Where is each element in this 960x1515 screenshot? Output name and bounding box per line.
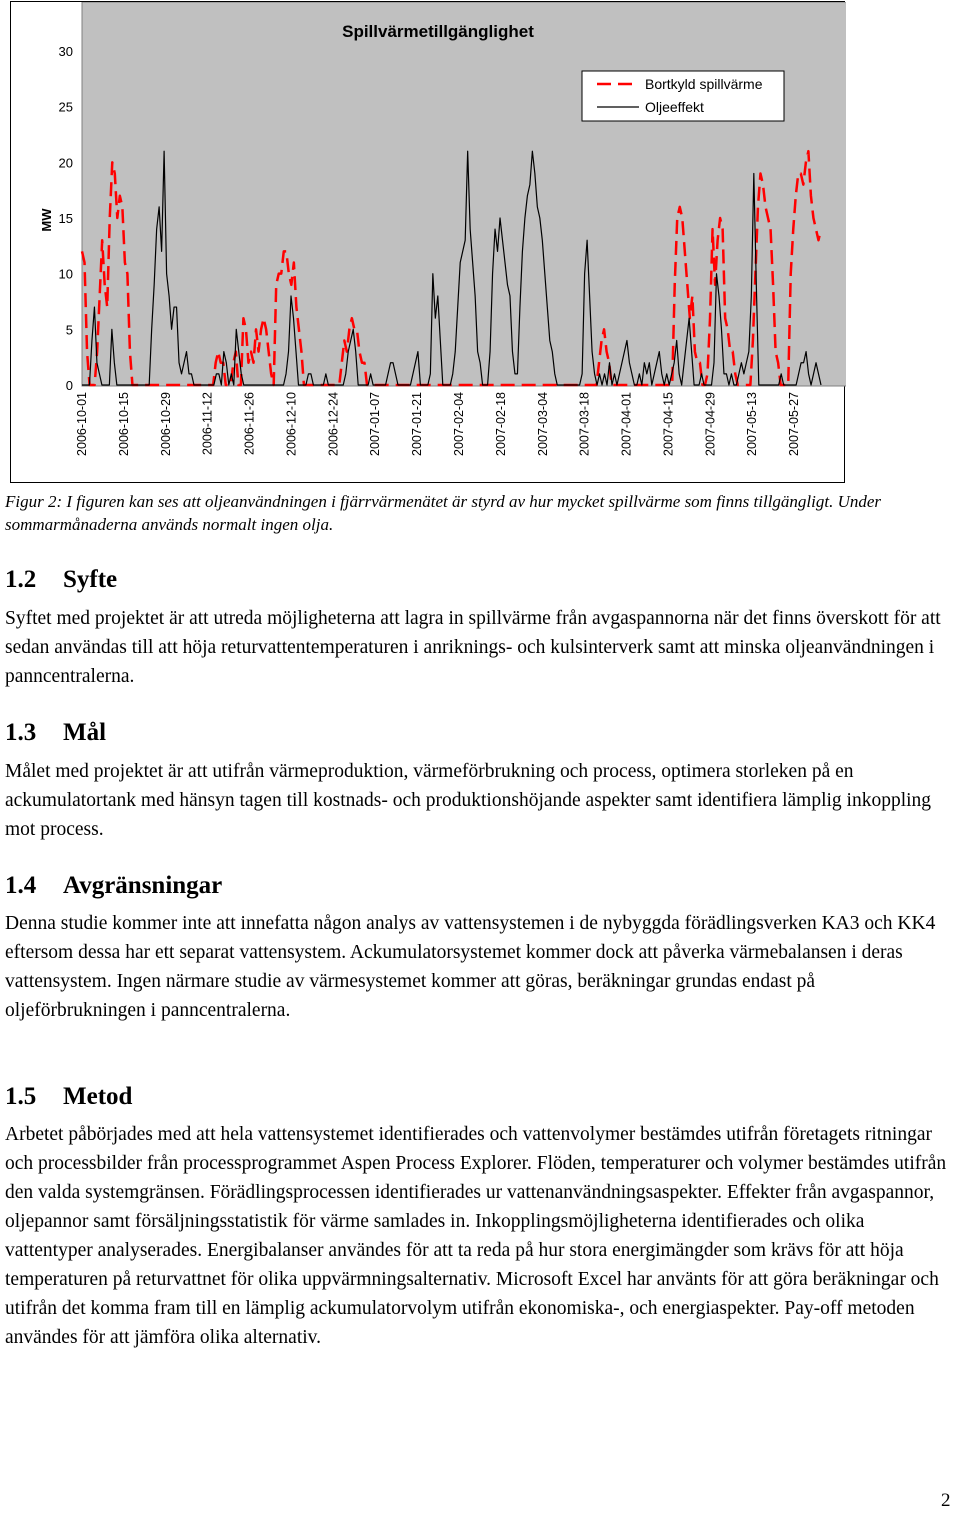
x-tick-label: 2007-04-15 — [661, 392, 676, 456]
figure-caption: Figur 2: I figuren kan ses att oljeanvändningen i fjärrvärmenätet är styrd av hur mycket spillvärme som finns tillgängligt. Under sommarmånaderna används normalt ingen olja. — [5, 492, 882, 534]
section-text-metod: Arbetet påbörjades med att hela vattensystemet identifierades och vattenvolymer bestämdes utifrån företagets ritningar och processbilder från processprogrammet Aspen Process Explorer. Flöden, temperaturer och volymer bestämdes utifrån den valda systemgränsen. Förädlingsprocessen identifierades ur vattenanvändningsaspekter. Effekter från avgaspannor, oljepannor samt försäljningsstatistik för värme samlades in. Inkopplingsmöjligheterna identifierades och olika vattentyper analyserades. Energibalanser användes för att ta reda på hur stora energimängder som krävs för att höja temperaturen på returvattnet för olika uppvärmningsalternativ. Microsoft Excel har använts för att göra beräkningar och utifrån det komma fram till en lämplig ackumulatorvolym utifrån ekonomiska-, och energiaspekter. Pay-off metoden användes för att jämföra olika alternativ. — [5, 1124, 947, 1348]
section-title: Mål — [63, 719, 107, 746]
y-tick-label: 30 — [58, 44, 73, 59]
section-number: 1.4 — [5, 872, 37, 899]
page-number: 2 — [941, 1490, 951, 1511]
x-tick-label: 2007-03-18 — [577, 392, 592, 456]
section-title: Syfte — [63, 566, 118, 593]
plot-area — [82, 2, 846, 386]
x-tick-label: 2007-04-01 — [619, 392, 634, 456]
y-tick-label: 5 — [65, 322, 73, 338]
x-tick-label: 2006-12-24 — [326, 392, 341, 456]
section-text-avgransningar: Denna studie kommer inte att innefatta någon analys av vattensystemen i de nybyggda förädlingsverken KA3 och KK4 eftersom dessa har ett separat vattensystem. Ackumulatorsystemet kommer dock att påverka värmebalansen i deras vattensystem. Ingen närmare studie av värmesystemet kommer att göras, beräkningar grundas endast på oljeförbrukningen i panncentralerna. — [5, 913, 936, 1021]
x-tick-label: 2007-01-21 — [410, 392, 425, 456]
x-tick-label: 2007-03-04 — [535, 392, 550, 456]
legend-label-0: Bortkyld spillvärme — [645, 76, 763, 92]
x-tick-label: 2006-10-15 — [116, 392, 131, 456]
x-tick-label: 2007-02-04 — [451, 391, 466, 456]
section-text-syfte: Syftet med projektet är att utreda möjligheterna att lagra in spillvärme från avgaspannorna när det finns överskott för att sedan användas till att höja returvattentemperaturen i anriknings- och kulsinterverk samt att minska oljeanvändningen i panncentralerna. — [5, 608, 941, 687]
x-tick-label: 2006-10-29 — [158, 392, 173, 456]
section-number: 1.3 — [5, 719, 37, 746]
x-tick-label: 2007-01-07 — [368, 392, 383, 456]
y-tick-label: 25 — [58, 99, 73, 115]
x-tick-label: 2006-12-10 — [284, 392, 299, 456]
x-tick-label: 2006-10-01 — [75, 392, 89, 456]
y-axis-label: MW — [39, 208, 54, 232]
legend-label-1: Oljeeffekt — [645, 99, 704, 115]
x-tick-label: 2007-04-29 — [703, 392, 718, 456]
section-number: 1.5 — [5, 1083, 37, 1110]
section-heading-metod — [5, 1083, 132, 1111]
section-title: Metod — [63, 1083, 133, 1110]
y-tick-label: 10 — [58, 266, 73, 282]
section-heading-syfte — [5, 566, 117, 594]
line-chart — [11, 2, 846, 484]
section-number: 1.2 — [5, 566, 37, 593]
x-tick-label: 2007-02-18 — [493, 392, 508, 456]
section-heading-mal — [5, 719, 106, 747]
y-tick-label: 0 — [65, 378, 73, 393]
y-tick-label: 15 — [58, 211, 73, 226]
section-title: Avgränsningar — [63, 872, 223, 899]
section-text-mal: Målet med projektet är att utifrån värmeproduktion, värmeförbrukning och process, optimera storleken på en ackumulatortank med hänsyn tagen till kostnads- och produktionshöjande aspekter samt identifiera lämplig inkoppling mot process. — [5, 761, 932, 840]
chart-title: Spillvärmetillgänglighet — [342, 22, 534, 41]
y-tick-label: 20 — [58, 155, 73, 171]
x-tick-label: 2006-11-26 — [242, 392, 257, 456]
x-tick-label: 2007-05-13 — [745, 392, 760, 456]
x-tick-label: 2007-05-27 — [787, 392, 802, 456]
chart-container — [10, 1, 845, 483]
section-heading-avgransningar — [5, 872, 222, 900]
x-tick-label: 2006-11-12 — [200, 392, 215, 456]
